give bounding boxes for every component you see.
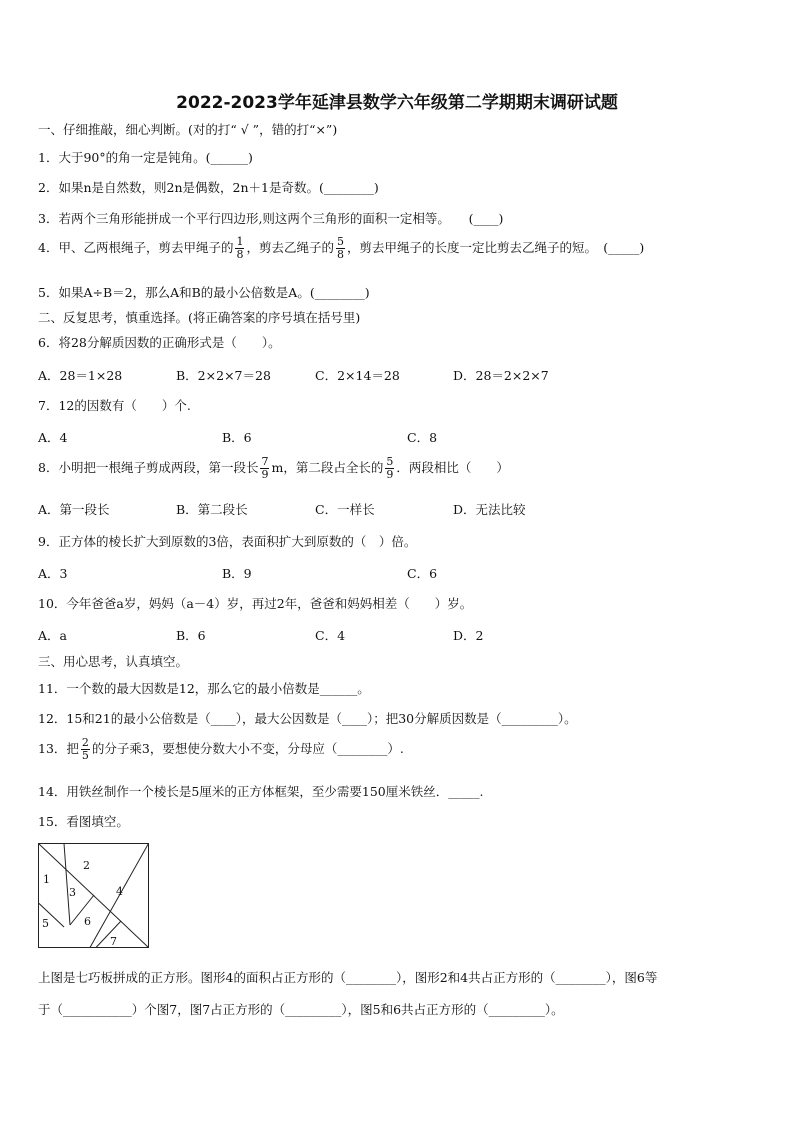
- fraction-denominator: 9: [386, 468, 394, 481]
- question-9: 9．正方体的棱长扩大到原数的3倍，表面积扩大到原数的（ ）倍。: [38, 534, 417, 549]
- q6-option-b: B．2×2×7＝28: [176, 368, 271, 383]
- q6-option-c: C．2×14＝28: [315, 368, 400, 383]
- tangram-label-5: 5: [42, 917, 49, 930]
- question-8-text-b: m，第二段占全长的: [271, 460, 384, 475]
- question-15-text-line2: 于（___________）个图7，图7占正方形的（_________），图5和6共占正方形的（_________）。: [38, 1002, 564, 1017]
- fraction-numerator: 5: [386, 455, 394, 468]
- question-15-text-line1: 上图是七巧板拼成的正方形。图形4的面积占正方形的（________），图形2和4共占正方形的（________），图6等: [38, 970, 658, 985]
- fraction-denominator: 8: [336, 248, 344, 261]
- tangram-label-7: 7: [110, 935, 117, 948]
- question-11: 11．一个数的最大因数是12，那么它的最小倍数是______。: [38, 681, 370, 696]
- q7-option-a: A．4: [38, 430, 68, 445]
- question-4: [38, 236, 644, 261]
- question-6: 6．将28分解质因数的正确形式是（ ）。: [38, 335, 281, 350]
- section1-heading: 一、仔细推敲，细心判断。(对的打“ √ ”，错的打“×”): [38, 122, 338, 137]
- question-13-text-b: 的分子乘3，要想使分数大小不变，分母应（________）.: [91, 741, 404, 756]
- question-4-text-c: ，剪去甲绳子的长度一定比剪去乙绳子的短。 (_____): [346, 240, 645, 255]
- q10-option-b: B．6: [176, 628, 206, 643]
- q8-option-b: B．第二段长: [176, 502, 248, 517]
- fraction-denominator: 8: [236, 248, 244, 261]
- q10-option-a: A．a: [38, 628, 67, 643]
- fraction-numerator: 1: [236, 235, 244, 248]
- q10-option-c: C．4: [315, 628, 346, 643]
- fraction-7-9: [260, 456, 269, 481]
- q6-option-a: A．28＝1×28: [38, 368, 123, 383]
- q10-option-d: D．2: [453, 628, 484, 643]
- question-13-text-a: 13．把: [38, 741, 79, 756]
- q9-option-b: B．9: [222, 566, 252, 581]
- tangram-label-1: 1: [43, 873, 50, 886]
- question-14: 14．用铁丝制作一个棱长是5厘米的正方体框架，至少需要150厘米铁丝．_____.: [38, 784, 484, 799]
- q9-option-a: A．3: [38, 566, 68, 581]
- fraction-2-5: [81, 737, 90, 762]
- question-1: 1．大于90°的角一定是钝角。(______): [38, 150, 253, 165]
- page-title: 2022-2023学年延津县数学六年级第二学期期末调研试题: [176, 93, 618, 113]
- q9-option-c: C．6: [407, 566, 438, 581]
- question-8: [38, 456, 509, 481]
- question-13: [38, 737, 404, 762]
- section2-heading: 二、反复思考，慎重选择。(将正确答案的序号填在括号里): [38, 310, 361, 325]
- fraction-5-9: [385, 456, 394, 481]
- tangram-edge-1: [64, 844, 70, 926]
- tangram-edge-5: [96, 921, 121, 948]
- tangram-label-2: 2: [83, 859, 90, 872]
- tangram-label-3: 3: [69, 886, 76, 899]
- question-12: 12．15和21的最小公倍数是（____），最大公因数是（____）；把30分解质因数是（_________）。: [38, 711, 577, 726]
- section3-heading: 三、用心思考，认真填空。: [38, 654, 189, 669]
- question-4-text-a: 4．甲、乙两根绳子，剪去甲绳子的: [38, 240, 234, 255]
- question-8-text-a: 8．小明把一根绳子剪成两段，第一段长: [38, 460, 259, 475]
- q7-option-c: C．8: [407, 430, 438, 445]
- q8-option-c: C．一样长: [315, 502, 375, 517]
- q8-option-a: A．第一段长: [38, 502, 110, 517]
- fraction-5-8: [336, 236, 345, 261]
- q6-option-d: D．28＝2×2×7: [453, 368, 549, 383]
- question-4-text-b: ，剪去乙绳子的: [246, 240, 334, 255]
- tangram-label-4: 4: [116, 885, 123, 898]
- question-2: 2．如果n是自然数，则2n是偶数，2n＋1是奇数。(________): [38, 180, 379, 195]
- fraction-1-8: [235, 236, 244, 261]
- fraction-numerator: 5: [336, 235, 344, 248]
- fraction-denominator: 9: [261, 468, 269, 481]
- fraction-numerator: 2: [81, 736, 89, 749]
- tangram-label-6: 6: [84, 915, 91, 928]
- tangram-figure: [38, 843, 150, 949]
- question-5: 5．如果A÷B＝2，那么A和B的最小公倍数是A。(________): [38, 285, 370, 300]
- question-3: 3．若两个三角形能拼成一个平行四边形,则这两个三角形的面积一定相等。 (____): [38, 211, 504, 226]
- q8-option-d: D．无法比较: [453, 502, 526, 517]
- question-10: 10．今年爸爸a岁，妈妈（a－4）岁，再过2年，爸爸和妈妈相差（ ）岁。: [38, 596, 473, 611]
- question-8-text-c: ．两段相比（ ）: [396, 460, 509, 475]
- fraction-denominator: 5: [81, 749, 89, 762]
- question-7: 7．12的因数有（ ）个.: [38, 398, 191, 413]
- q7-option-b: B．6: [222, 430, 252, 445]
- question-15: 15．看图填空。: [38, 814, 129, 829]
- fraction-numerator: 7: [261, 455, 269, 468]
